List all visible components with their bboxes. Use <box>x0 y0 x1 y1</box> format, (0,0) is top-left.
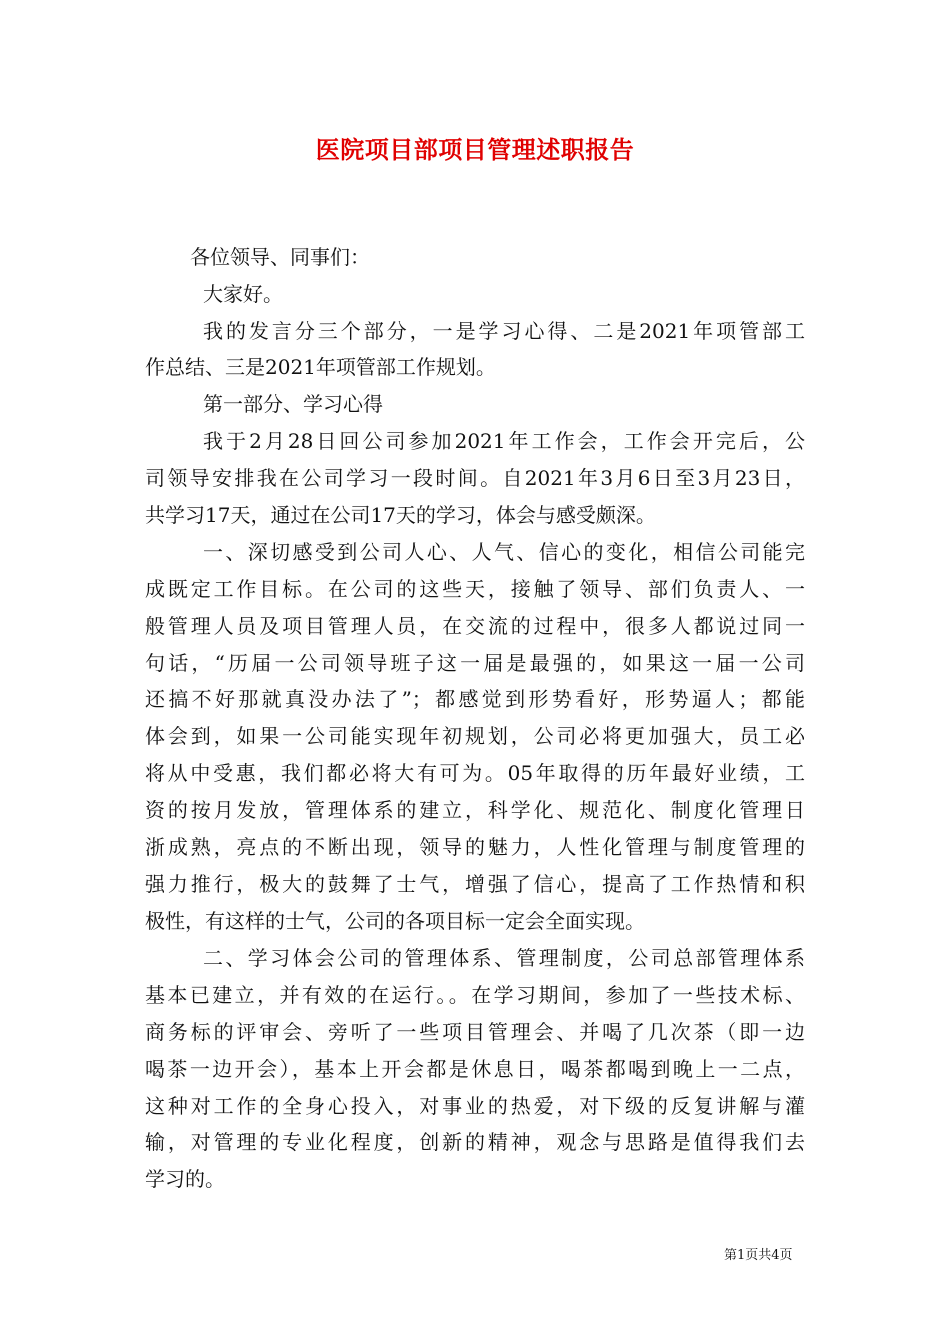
paragraph-line: 学习的。 <box>145 1167 225 1191</box>
paragraph-line: 基本已建立，并有效的在运行。。在学习期间，参加了一些技术标、 <box>145 983 805 1007</box>
paragraph-line: 共学习17天，通过在公司17天的学习，体会与感受颇深。 <box>145 503 656 527</box>
paragraph-line: 句话，“历届一公司领导班子这一届是最强的，如果这一届一公司 <box>145 651 805 675</box>
document-title: 医院项目部项目管理述职报告 <box>315 135 635 164</box>
paragraph-line: 二、学习体会公司的管理体系、管理制度，公司总部管理体系 <box>203 946 805 970</box>
intro-line: 作总结、三是2021年项管部工作规划。 <box>145 355 496 379</box>
intro-line: 我的发言分三个部分，一是学习心得、二是2021年项管部工 <box>203 319 805 343</box>
paragraph-line: 一、深切感受到公司人心、人气、信心的变化，相信公司能完 <box>203 540 805 564</box>
paragraph-line: 输，对管理的专业化程度，创新的精神，观念与思路是值得我们去 <box>145 1130 805 1154</box>
paragraph-line: 喝茶一边开会），基本上开会都是休息日，喝茶都喝到晚上一二点， <box>145 1057 805 1081</box>
paragraph-line: 成既定工作目标。在公司的这些天，接触了领导、部们负责人、一 <box>145 577 805 601</box>
page-number: 第1页共4页 <box>724 1248 793 1263</box>
paragraph-line: 般管理人员及项目管理人员，在交流的过程中，很多人都说过同一 <box>145 614 805 638</box>
paragraph-line: 极性，有这样的士气，公司的各项目标一定会全面实现。 <box>145 909 645 933</box>
paragraph-line: 强力推行，极大的鼓舞了士气，增强了信心，提高了工作热情和积 <box>145 872 805 896</box>
paragraph-line: 还搞不好那就真没办法了”；都感觉到形势看好，形势逼人；都能 <box>145 687 805 711</box>
paragraph-line: 体会到，如果一公司能实现年初规划，公司必将更加强大，员工必 <box>145 724 805 748</box>
greeting: 大家好。 <box>203 282 283 306</box>
paragraph-line: 将从中受惠，我们都必将大有可为。05年取得的历年最好业绩，工 <box>145 761 805 785</box>
paragraph-line: 浙成熟，亮点的不断出现，领导的魅力，人性化管理与制度管理的 <box>145 835 805 859</box>
paragraph-line: 商务标的评审会、旁听了一些项目管理会、并喝了几次茶（即一边 <box>145 1020 805 1044</box>
paragraph-line: 这种对工作的全身心投入，对事业的热爱，对下级的反复讲解与灌 <box>145 1094 805 1118</box>
paragraph-line: 资的按月发放，管理体系的建立，科学化、规范化、制度化管理日 <box>145 798 805 822</box>
paragraph-line: 司领导安排我在公司学习一段时间。自2021年3月6日至3月23日， <box>145 466 805 490</box>
paragraph-line: 我于2月28日回公司参加2021年工作会，工作会开完后，公 <box>203 429 805 453</box>
section-heading: 第一部分、学习心得 <box>203 392 383 416</box>
salutation: 各位领导、同事们： <box>190 245 370 269</box>
